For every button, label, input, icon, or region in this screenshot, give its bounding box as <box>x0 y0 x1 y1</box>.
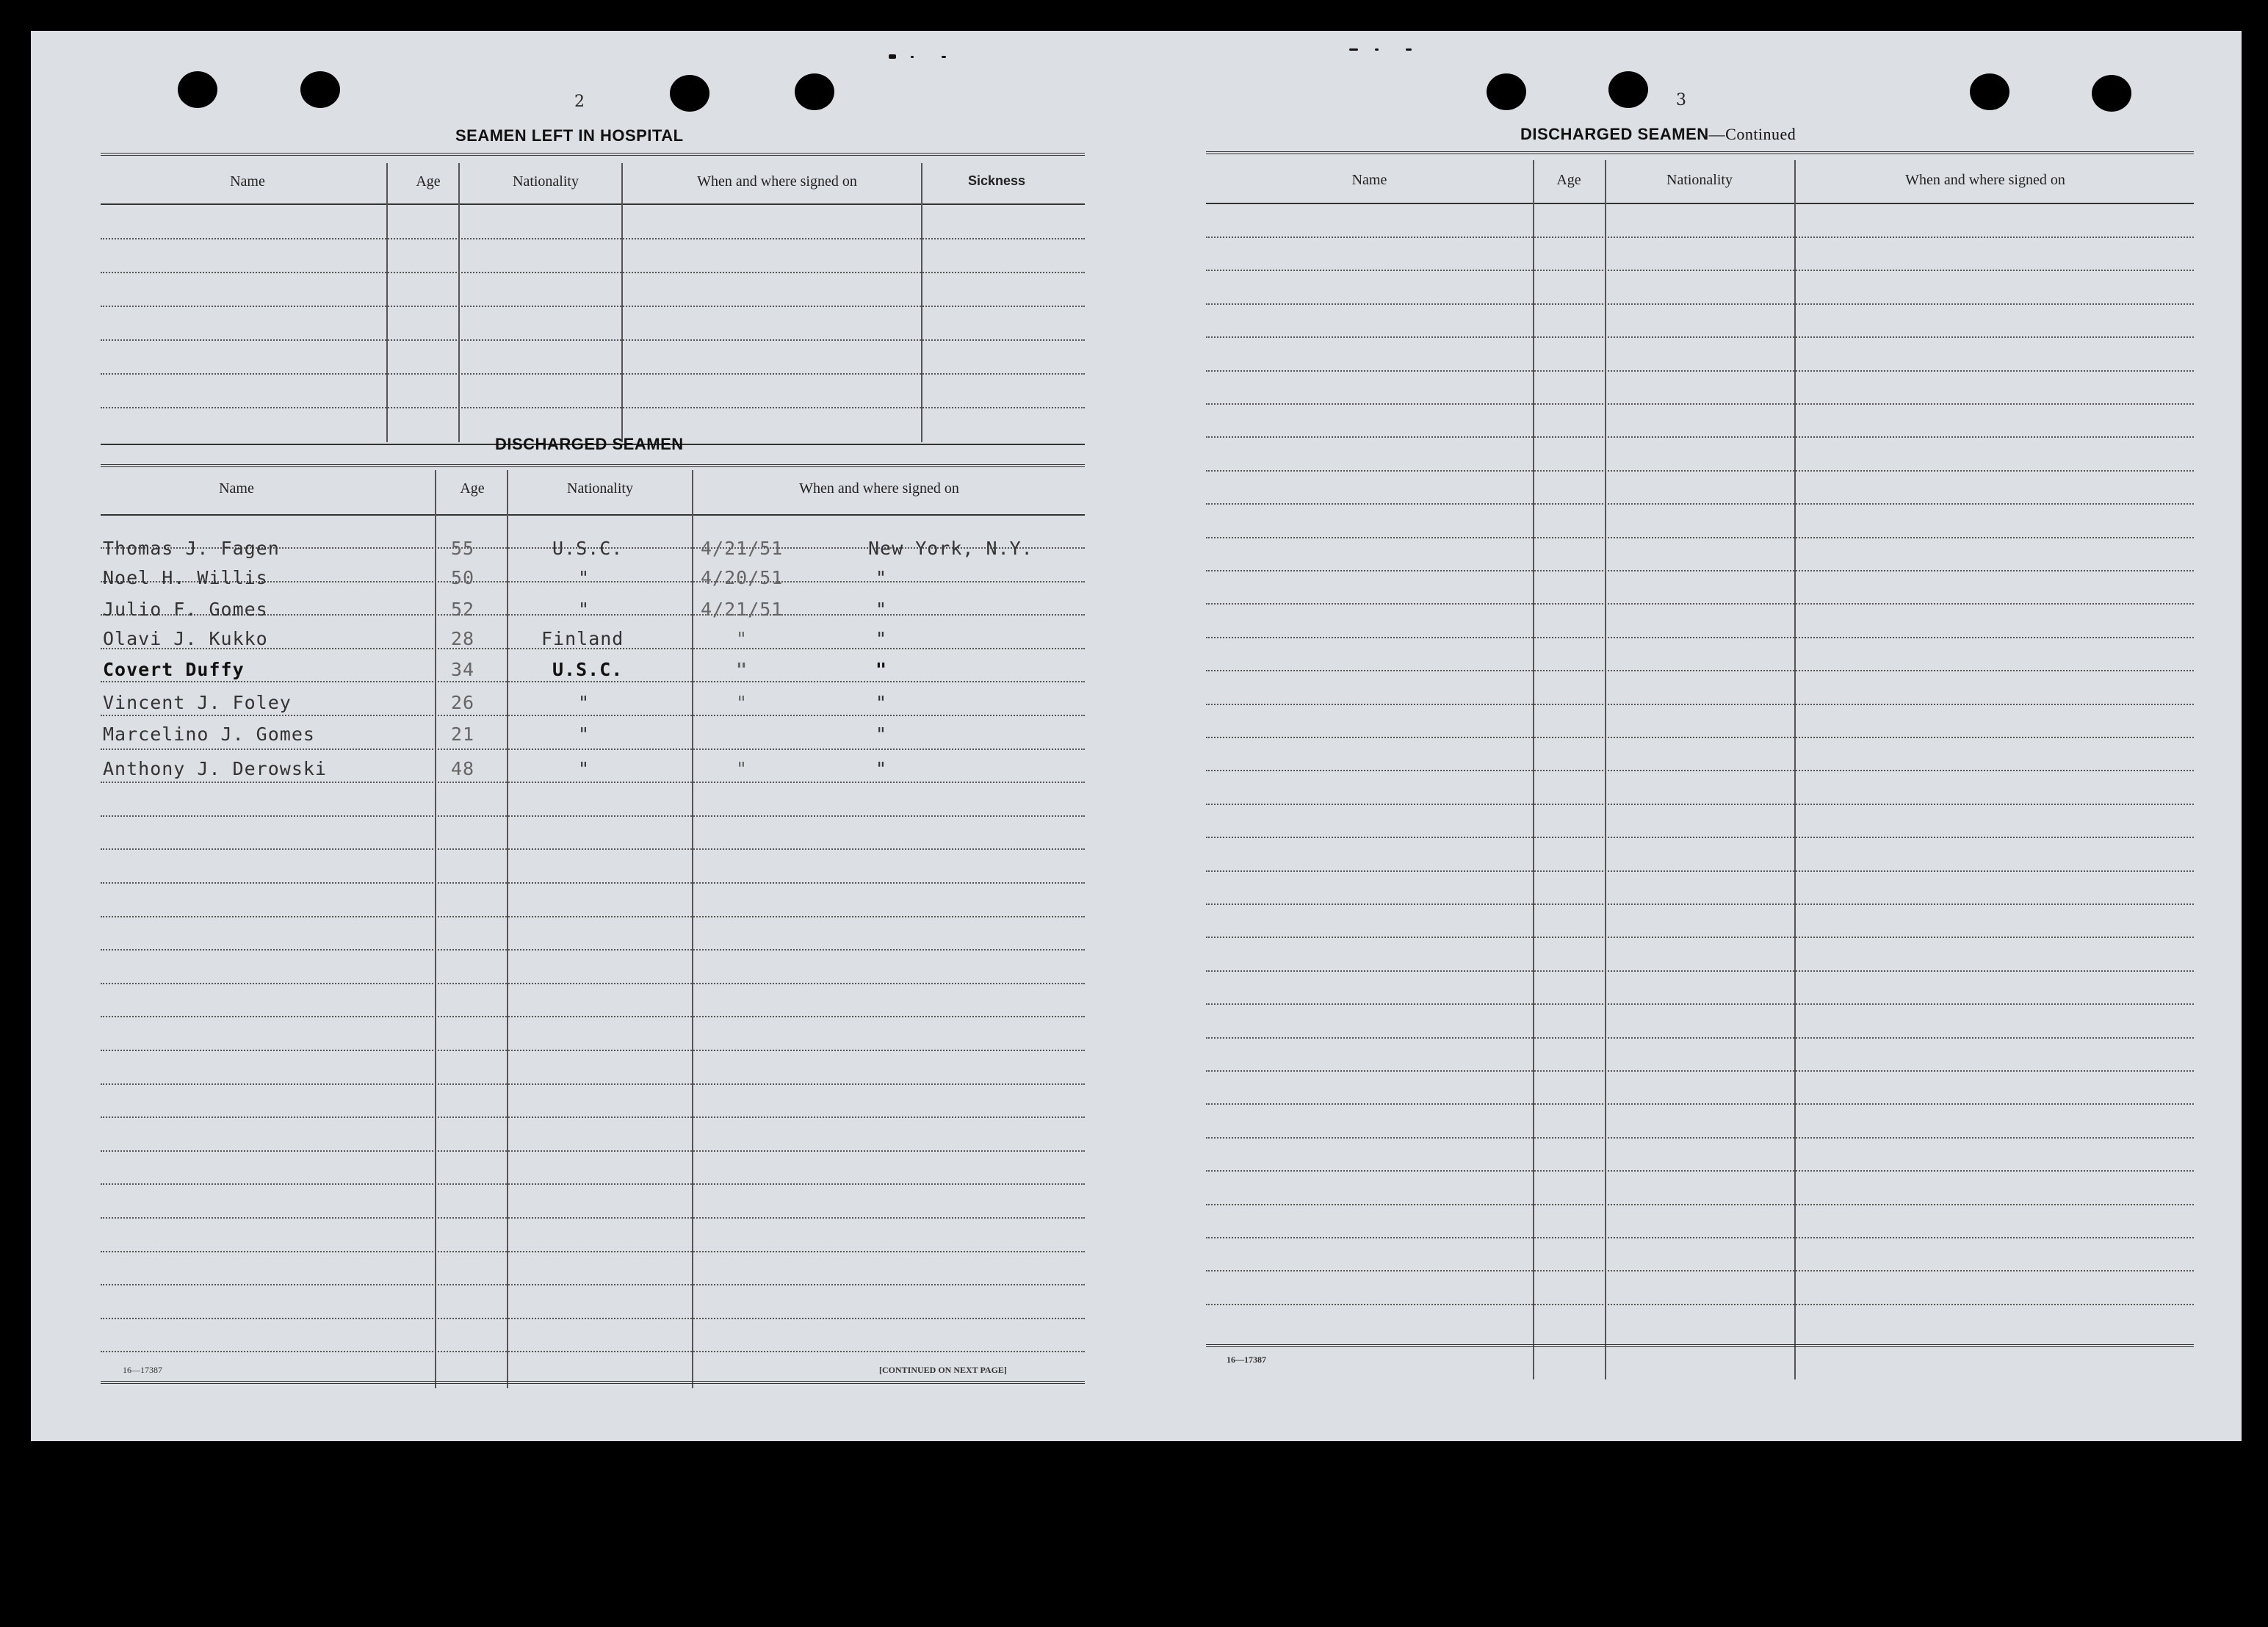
ink-speck <box>942 56 946 58</box>
hospital-top-rule <box>101 153 1085 156</box>
ruled-line <box>101 848 1085 850</box>
ruled-line <box>101 1016 1085 1017</box>
seaman-name: Julio F. Gomes <box>103 599 268 620</box>
page-number-right: 3 <box>1676 91 1686 109</box>
ruled-line <box>1206 804 2194 805</box>
ruled-line <box>1206 1103 2194 1105</box>
ruled-line <box>101 681 1085 682</box>
ledger-sheet <box>31 31 2242 1441</box>
discharged-col-age: Age <box>460 480 485 497</box>
ruled-line <box>101 1150 1085 1152</box>
ruled-line <box>1206 970 2194 972</box>
ruled-line <box>1206 670 2194 671</box>
seaman-date: " <box>736 758 748 779</box>
right-top-rule <box>1206 151 2194 154</box>
seaman-age: 52 <box>451 599 475 620</box>
right-col-signed-on: When and where signed on <box>1905 172 2065 188</box>
seaman-place: " <box>875 724 888 745</box>
seaman-date: 4/20/51 <box>701 567 784 588</box>
hospital-col-divider <box>458 163 460 442</box>
seaman-place: New York, N.Y. <box>868 538 1033 559</box>
seaman-date: " <box>736 692 748 713</box>
ruled-line <box>1206 903 2194 905</box>
ruled-line <box>101 238 1085 239</box>
right-bottom-rule <box>1206 1344 2194 1347</box>
ruled-line <box>1206 403 2194 405</box>
punch-hole <box>2092 75 2131 112</box>
ruled-line <box>1206 270 2194 271</box>
ruled-line <box>101 1050 1085 1051</box>
ruled-line <box>1206 537 2194 538</box>
ruled-line <box>1206 870 2194 872</box>
seaman-nationality: U.S.C. <box>552 659 624 680</box>
punch-hole <box>300 71 340 108</box>
seaman-age: 21 <box>451 724 475 745</box>
hospital-col-age: Age <box>416 173 441 190</box>
punch-hole <box>178 71 217 108</box>
seaman-place: " <box>875 692 888 713</box>
ruled-line <box>101 306 1085 307</box>
punch-hole <box>1970 73 2009 110</box>
ruled-line <box>101 1083 1085 1085</box>
ruled-line <box>1206 1204 2194 1205</box>
ruled-line <box>101 1116 1085 1118</box>
discharged-header-rule <box>101 514 1085 516</box>
hospital-col-name: Name <box>230 173 265 190</box>
ruled-line <box>1206 237 2194 238</box>
seaman-place: " <box>875 567 888 588</box>
discharged-section-title: DISCHARGED SEAMEN <box>495 435 684 453</box>
hospital-col-nationality: Nationality <box>513 173 579 190</box>
discharged-col-nationality: Nationality <box>567 480 633 497</box>
hospital-col-signed-on: When and where signed on <box>697 173 857 190</box>
ruled-line <box>101 1318 1085 1319</box>
seaman-nationality: " <box>578 758 591 779</box>
seaman-age: 26 <box>451 692 475 713</box>
seaman-name: Covert Duffy <box>103 659 245 680</box>
ruled-line <box>1206 503 2194 505</box>
ruled-line <box>1206 1270 2194 1271</box>
hospital-col-divider <box>386 163 388 442</box>
right-section-title-continued: —Continued <box>1708 125 1796 143</box>
right-section-title <box>1520 125 1796 144</box>
right-col-nationality: Nationality <box>1666 172 1733 188</box>
seaman-date: " <box>736 659 748 680</box>
seaman-age: 50 <box>451 567 475 588</box>
ruled-line <box>1206 1003 2194 1005</box>
right-col-name: Name <box>1351 172 1387 188</box>
ruled-line <box>1206 770 2194 771</box>
seaman-name: Anthony J. Derowski <box>103 758 327 779</box>
seaman-date: " <box>736 628 748 649</box>
ink-speck <box>911 56 914 58</box>
ruled-line <box>1206 370 2194 372</box>
hospital-col-divider <box>621 163 623 442</box>
ink-speck <box>1406 48 1412 51</box>
seaman-date: 4/21/51 <box>701 599 784 620</box>
seaman-name: Vincent J. Foley <box>103 692 292 713</box>
punch-hole <box>1487 73 1526 110</box>
ruled-line <box>1206 837 2194 838</box>
ruled-line <box>1206 637 2194 638</box>
ruled-line <box>1206 1137 2194 1139</box>
page-number-left: 2 <box>574 93 585 111</box>
ink-speck <box>1349 48 1358 51</box>
seaman-name: Olavi J. Kukko <box>103 628 268 649</box>
form-number-right: 16—17387 <box>1227 1354 1266 1365</box>
hospital-col-divider <box>921 163 922 442</box>
ruled-line <box>101 983 1085 984</box>
seaman-nationality: " <box>578 724 591 745</box>
ruled-line <box>101 882 1085 884</box>
ruled-line <box>101 272 1085 273</box>
seaman-age: 28 <box>451 628 475 649</box>
seaman-place: " <box>875 599 888 620</box>
ruled-line <box>1206 570 2194 571</box>
right-section-title-text: DISCHARGED SEAMEN <box>1520 125 1709 143</box>
ruled-line <box>1206 470 2194 472</box>
ruled-line <box>101 373 1085 375</box>
ruled-line <box>1206 704 2194 705</box>
left-bottom-rule <box>101 1381 1085 1384</box>
ruled-line <box>101 1217 1085 1219</box>
ink-speck <box>1375 48 1379 51</box>
ruled-line <box>1206 737 2194 738</box>
ruled-line <box>1206 937 2194 938</box>
continued-note: [CONTINUED ON NEXT PAGE] <box>879 1365 1007 1375</box>
ruled-line <box>1206 436 2194 438</box>
ruled-line <box>101 715 1085 716</box>
ruled-line <box>101 1351 1085 1352</box>
discharged-col-name: Name <box>219 480 254 497</box>
hospital-header-rule <box>101 203 1085 205</box>
discharged-top-rule <box>101 464 1085 467</box>
seaman-name: Noel H. Willis <box>103 567 268 588</box>
seaman-nationality: " <box>578 599 591 620</box>
seaman-nationality: " <box>578 567 591 588</box>
punch-hole <box>1608 71 1648 108</box>
ruled-line <box>1206 1037 2194 1039</box>
ruled-line <box>101 782 1085 783</box>
ruled-line <box>101 407 1085 408</box>
ruled-line <box>101 339 1085 341</box>
form-number-left: 16—17387 <box>123 1365 162 1375</box>
ruled-line <box>1206 336 2194 338</box>
ink-speck <box>889 54 896 59</box>
ruled-line <box>101 1251 1085 1252</box>
punch-hole <box>795 73 834 110</box>
ruled-line <box>1206 1304 2194 1305</box>
ruled-line <box>101 815 1085 817</box>
right-header-rule <box>1206 203 2194 204</box>
ruled-line <box>1206 303 2194 305</box>
seaman-name: Thomas J. Fagen <box>103 538 280 559</box>
ruled-line <box>101 916 1085 917</box>
ruled-line <box>101 1183 1085 1185</box>
seaman-nationality: Finland <box>541 628 624 649</box>
right-col-age: Age <box>1556 172 1581 188</box>
ruled-line <box>101 748 1085 750</box>
hospital-section-title: SEAMEN LEFT IN HOSPITAL <box>455 126 684 145</box>
punch-hole <box>670 75 709 112</box>
seaman-place: " <box>875 659 888 680</box>
hospital-col-sickness: Sickness <box>967 173 1026 188</box>
ruled-line <box>1206 1237 2194 1238</box>
ruled-line <box>1206 1070 2194 1072</box>
seaman-age: 48 <box>451 758 475 779</box>
seaman-place: " <box>875 758 888 779</box>
seaman-nationality: U.S.C. <box>552 538 624 559</box>
seaman-age: 34 <box>451 659 475 680</box>
ruled-line <box>101 1284 1085 1285</box>
discharged-col-signed-on: When and where signed on <box>799 480 959 497</box>
seaman-date: 4/21/51 <box>701 538 784 559</box>
ruled-line <box>1206 603 2194 605</box>
seaman-place: " <box>875 628 888 649</box>
seaman-nationality: " <box>578 692 591 713</box>
ruled-line <box>101 949 1085 950</box>
seaman-name: Marcelino J. Gomes <box>103 724 315 745</box>
ruled-line <box>1206 1170 2194 1172</box>
seaman-age: 55 <box>451 538 475 559</box>
